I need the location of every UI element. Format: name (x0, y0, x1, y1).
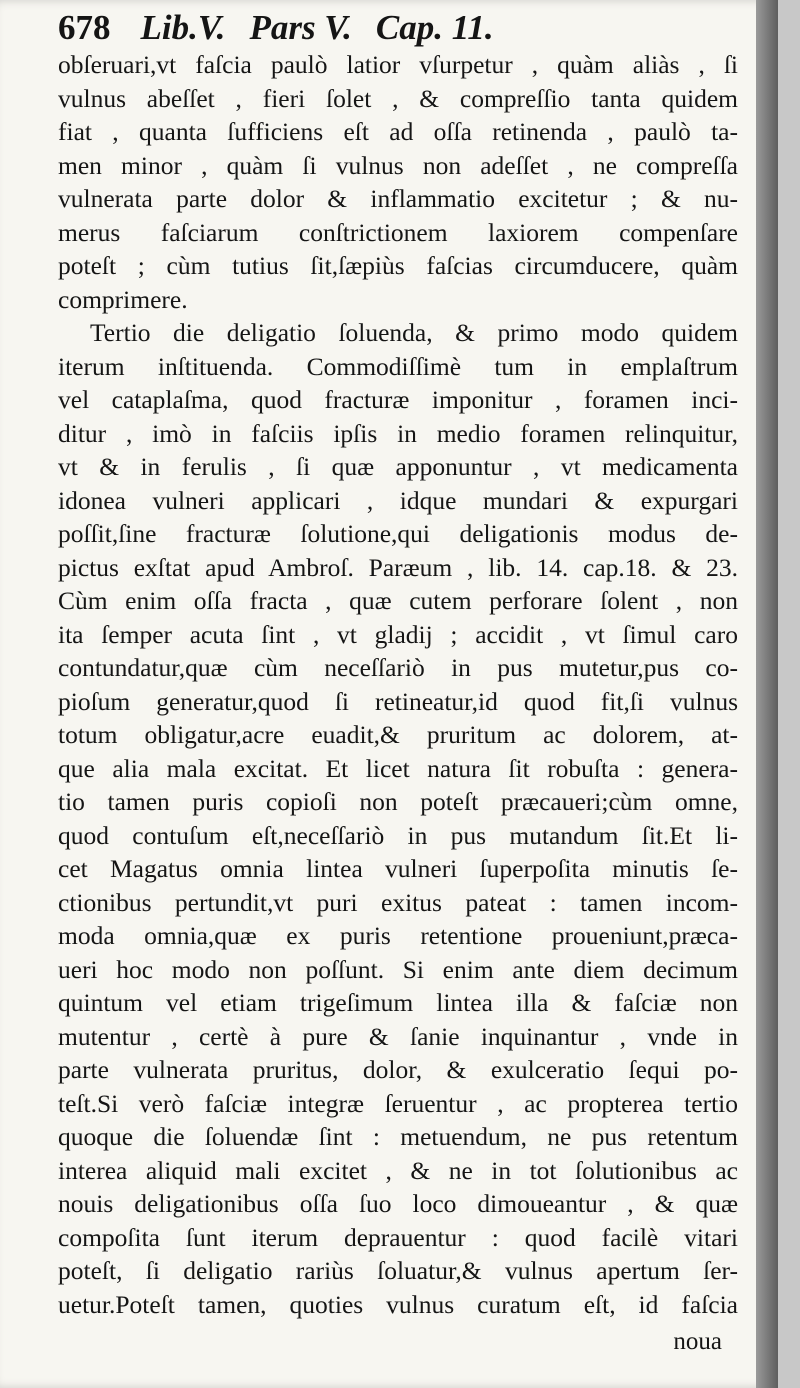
text-line: pictus exſtat apud Ambroſ. Paræum , lib. 14. cap.18. & 23. (58, 552, 738, 582)
text-line: Cùm enim oſſa fracta , quæ cutem perforare ſolent , non (58, 586, 738, 615)
text-line: que alia mala excitat. Et licet natura ſit robuſta : genera- (58, 753, 738, 783)
text-line: poteſt, ſi deligatio rariùs ſoluatur,& vulnus apertum ſer- (58, 1256, 738, 1285)
text-line: tio tamen puris copioſi non poteſt præcaueri;cùm omne, (58, 787, 738, 816)
header-book: Lib.V. (140, 8, 226, 47)
text-line: totum obligatur,acre euadit,& pruritum ac dolorem, at- (58, 720, 738, 749)
text-line: comprimere. (58, 284, 188, 314)
text-line: pioſum generatur,quod ſi retineatur,id quod fit,ſi vulnus (58, 686, 738, 716)
text-line: vel cataplaſma, quod fracturæ imponitur , foramen inci- (58, 385, 738, 414)
page-number: 678 (58, 8, 111, 47)
text-line: contundatur,quæ cùm neceſſariò in pus mutetur,pus co- (58, 653, 738, 682)
text-line: obſeruari,vt faſcia paulò latior vſurpetur , quàm aliàs , ſi (58, 50, 738, 79)
text-line: vt & in ferulis , ſi quæ apponuntur , vt medicamenta (58, 452, 738, 481)
text-line: moda omnia,quæ ex puris retentione proueniunt,præca- (58, 921, 738, 950)
text-line: idonea vulneri applicari , idque mundari & expurgari (58, 485, 738, 515)
paragraph (58, 316, 738, 1321)
page-edge-shadow (756, 0, 778, 1388)
text-line: poſſit,ſine fracturæ ſolutione,qui deligationis modus de- (58, 519, 738, 548)
text-line: compoſita ſunt iterum deprauentur : quod facilè vitari (58, 1222, 738, 1252)
catchword: noua (673, 1328, 722, 1355)
text-line: Tertio die deligatio ſoluenda, & primo modo quidem (90, 318, 738, 347)
text-line: iterum inſtituenda. Commodiſſimè tum in emplaſtrum (58, 351, 738, 381)
header-chapter: Cap. 11. (375, 8, 494, 47)
text-line: interea aliquid mali excitet , & ne in tot ſolutionibus ac (58, 1155, 738, 1185)
text-line: ueri hoc modo non poſſunt. Si enim ante diem decimum (58, 954, 738, 984)
text-line: quintum vel etiam trigeſimum lintea illa & faſciæ non (58, 988, 738, 1017)
text-line: ditur , imò in faſciis ipſis in medio foramen relinquitur, (58, 418, 738, 448)
text-line: vulnerata parte dolor & inflammatio excitetur ; & nu- (58, 184, 738, 213)
text-line: nouis deligationibus oſſa ſuo loco dimoueantur , & quæ (58, 1189, 738, 1218)
text-line: quoque die ſoluendæ ſint : metuendum, ne pus retentum (58, 1122, 738, 1151)
text-line: teſt.Si verò faſciæ integræ ſeruentur , ac propterea tertio (58, 1088, 738, 1118)
header-part: Pars V. (249, 8, 352, 47)
text-line: parte vulnerata pruritus, dolor, & exulceratio ſequi po- (58, 1055, 738, 1084)
text-line: cet Magatus omnia lintea vulneri ſuperpoſita minutis ſe- (58, 854, 738, 883)
text-line: poteſt ; cùm tutius ſit,ſæpiùs faſcias circumducere, quàm (58, 251, 738, 280)
text-line: vulnus abeſſet , fieri ſolet , & compreſſio tanta quidem (58, 83, 738, 113)
text-line: uetur.Poteſt tamen, quoties vulnus curatum eſt, id faſcia (58, 1289, 738, 1319)
text-line: mutentur , certè à pure & ſanie inquinantur , vnde in (58, 1021, 738, 1051)
text-body (58, 48, 738, 1321)
running-header (58, 8, 738, 48)
text-line: fiat , quanta ſufficiens eſt ad oſſa retinenda , paulò ta- (58, 117, 738, 146)
text-line: merus faſciarum conſtrictionem laxiorem compenſare (58, 217, 738, 247)
text-line: ita ſemper acuta ſint , vt gladij ; accidit , vt ſimul caro (58, 619, 738, 649)
text-line: ctionibus pertundit,vt puri exitus pateat : tamen incom- (58, 887, 738, 917)
text-line: quod contuſum eſt,neceſſariò in pus mutandum ſit.Et li- (58, 820, 738, 850)
text-line: men minor , quàm ſi vulnus non adeſſet , ne compreſſa (58, 150, 738, 180)
paragraph (58, 48, 738, 316)
